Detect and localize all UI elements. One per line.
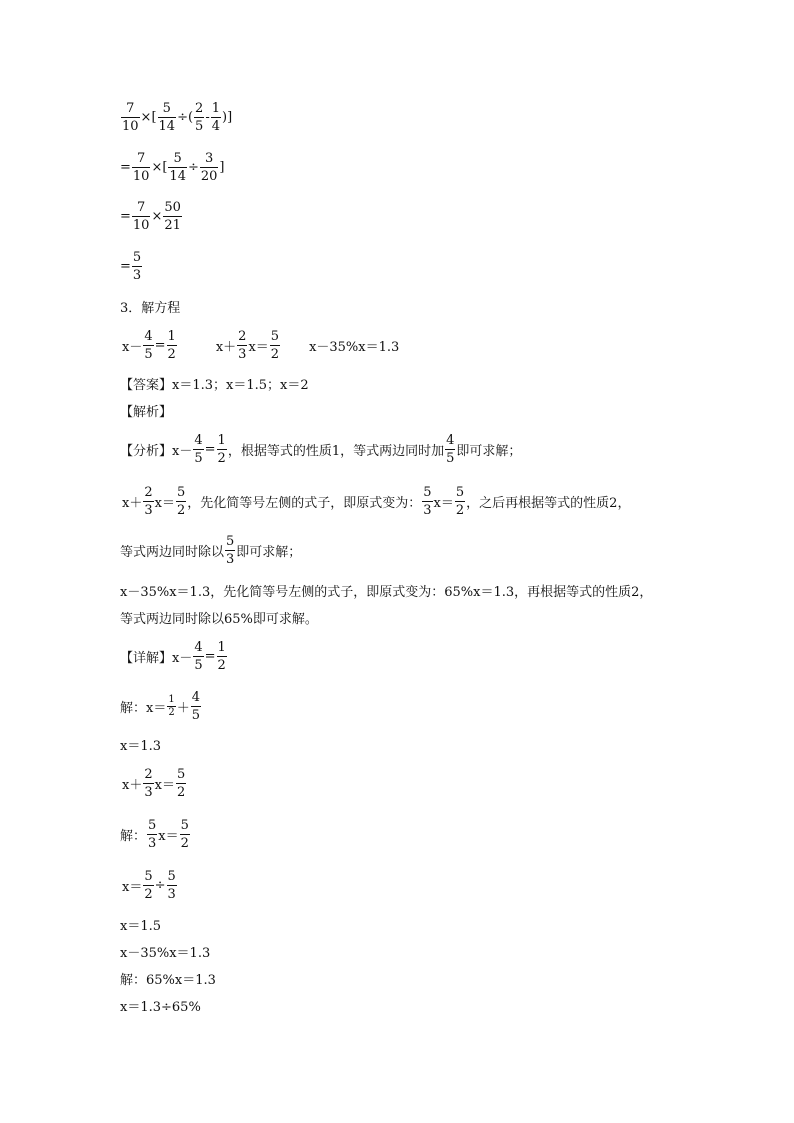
denominator: 5 [144, 346, 153, 362]
denominator: 3 [167, 886, 176, 902]
denominator: 10 [132, 217, 150, 233]
fraction [147, 819, 157, 850]
fraction [158, 102, 177, 133]
denominator: 3 [132, 267, 142, 283]
text-segment: ÷( [177, 109, 194, 125]
numerator: 1 [217, 639, 226, 655]
denominator: 5 [195, 118, 204, 134]
fraction [211, 102, 221, 133]
text-segment: 等式两边同时除以65%即可求解。 [120, 611, 318, 627]
numerator: 5 [180, 817, 189, 833]
denominator: 2 [176, 502, 186, 518]
numerator: 5 [173, 150, 182, 166]
denominator: 5 [194, 450, 203, 466]
denominator: 2 [180, 835, 189, 851]
fraction [167, 695, 175, 718]
text-segment: = [154, 337, 166, 353]
text-segment: x＝ [433, 495, 454, 511]
denominator: 3 [144, 784, 153, 800]
text-segment: 【答案】x＝1.3；x＝1.5；x＝2 [120, 377, 309, 393]
fraction [168, 152, 187, 183]
text-segment: x＝1.3÷65% [120, 999, 201, 1015]
fraction [217, 641, 227, 672]
denominator: 2 [217, 450, 226, 466]
fraction [237, 330, 247, 361]
fraction [191, 691, 201, 722]
numerator: 5 [270, 328, 280, 344]
numerator: 4 [446, 432, 455, 448]
text-segment: = [204, 441, 216, 457]
numerator: 50 [164, 199, 181, 215]
fraction [132, 152, 151, 183]
denominator: 2 [144, 886, 153, 902]
text-segment: x＝1.5 [120, 918, 162, 934]
denominator: 14 [158, 118, 176, 134]
denominator: 3 [226, 551, 235, 567]
numerator: 1 [211, 100, 220, 116]
text-segment: 解：x＝ [120, 700, 167, 716]
text-segment: 解： [120, 828, 147, 844]
numerator: 4 [144, 328, 153, 344]
denominator: 10 [132, 168, 150, 184]
denominator: 5 [446, 450, 455, 466]
text-segment: )] [222, 109, 233, 125]
numerator: 5 [455, 484, 465, 500]
text-segment: ，根据等式的性质1，等式两边同时加 [227, 443, 445, 459]
text-segment: ] [219, 159, 225, 175]
fraction [225, 535, 235, 566]
denominator: 3 [144, 502, 153, 518]
denominator: 3 [238, 346, 247, 362]
numerator: 5 [423, 484, 432, 500]
text-segment: 【解析】 [120, 404, 173, 420]
text-segment: × [151, 208, 163, 224]
denominator: 2 [168, 706, 175, 718]
text-segment: x－35%x＝1.3 [120, 945, 211, 961]
denominator: 2 [217, 657, 226, 673]
numerator: 4 [194, 432, 203, 448]
denominator: 4 [211, 118, 220, 134]
text-segment: = [120, 208, 131, 224]
fraction [132, 251, 142, 282]
equation-3: x－35%x＝1.3 [309, 339, 400, 355]
denominator: 2 [455, 502, 465, 518]
text-segment: = [204, 648, 216, 664]
numerator: 1 [217, 432, 226, 448]
text-segment: x＝ [248, 339, 269, 355]
text-segment: ×[ [140, 109, 157, 125]
numerator: 4 [191, 689, 201, 705]
text-segment: x－ [122, 339, 143, 355]
text-segment: ，先化简等号左侧的式子，即原式变为： [187, 495, 422, 511]
fraction [121, 102, 140, 133]
numerator: 1 [168, 693, 175, 705]
text-segment: x＋ [122, 495, 143, 511]
numerator: 7 [137, 199, 146, 215]
text-segment: ×[ [151, 159, 168, 175]
fraction [167, 870, 177, 901]
numerator: 7 [137, 150, 146, 166]
text-segment: ÷ [154, 877, 166, 893]
text-segment: x＝ [158, 828, 179, 844]
fraction [200, 152, 219, 183]
text-segment: 【分析】x－ [120, 443, 193, 459]
text-segment: 【详解】x－ [120, 650, 193, 666]
text-segment: 即可求解； [236, 544, 302, 560]
numerator: 5 [167, 868, 176, 884]
denominator: 3 [423, 502, 432, 518]
text-segment: = [120, 159, 131, 175]
fraction [143, 486, 153, 517]
fraction [163, 201, 182, 232]
text-segment: 等式两边同时除以 [120, 544, 225, 560]
text-segment: - [205, 109, 210, 125]
numerator: 5 [144, 868, 153, 884]
fraction [422, 486, 432, 517]
numerator: 5 [148, 817, 157, 833]
fraction [132, 201, 151, 232]
denominator: 2 [270, 346, 280, 362]
text-segment: x－35%x＝1.3，先化简等号左侧的式子，即原式变为：65%x＝1.3，再根据等式的性质2， [120, 584, 653, 600]
numerator: 2 [195, 100, 204, 116]
fraction [193, 641, 203, 672]
numerator: 3 [205, 150, 214, 166]
denominator: 21 [164, 217, 181, 233]
numerator: 5 [132, 249, 142, 265]
denominator: 3 [148, 835, 157, 851]
text-segment: 解：65%x＝1.3 [120, 972, 216, 988]
fraction [180, 819, 190, 850]
numerator: 2 [144, 766, 153, 782]
denominator: 14 [169, 168, 186, 184]
text-segment: x＝1.3 [120, 738, 162, 754]
text-segment: ＋ [176, 700, 190, 716]
text-segment: ，之后再根据等式的性质2， [466, 495, 631, 511]
text-segment: x＝ [154, 495, 175, 511]
numerator: 5 [162, 100, 171, 116]
fraction [455, 486, 465, 517]
text-segment: 3．解方程 [120, 300, 181, 316]
fraction [194, 102, 204, 133]
fraction [143, 330, 153, 361]
fraction [143, 870, 153, 901]
numerator: 4 [194, 639, 203, 655]
fraction [193, 434, 203, 465]
text-segment: x＝ [122, 879, 143, 895]
numerator: 2 [144, 484, 153, 500]
numerator: 2 [238, 328, 247, 344]
fraction [176, 768, 186, 799]
denominator: 5 [191, 707, 201, 723]
numerator: 1 [167, 328, 176, 344]
fraction [217, 434, 227, 465]
numerator: 5 [176, 766, 186, 782]
numerator: 5 [176, 484, 186, 500]
fraction [167, 330, 177, 361]
text-segment: x＝ [154, 777, 175, 793]
denominator: 20 [200, 168, 218, 184]
fraction [270, 330, 280, 361]
denominator: 2 [167, 346, 176, 362]
numerator: 5 [226, 533, 235, 549]
fraction [176, 486, 186, 517]
numerator: 7 [126, 100, 135, 116]
fraction [143, 768, 153, 799]
denominator: 5 [194, 657, 203, 673]
text-segment: = [120, 258, 131, 274]
text-segment: ÷ [187, 159, 199, 175]
fraction [445, 434, 455, 465]
text-segment: 即可求解； [456, 443, 522, 459]
denominator: 2 [176, 784, 186, 800]
text-segment: x＋ [122, 777, 143, 793]
text-segment: x＋ [215, 339, 237, 355]
denominator: 10 [122, 118, 139, 134]
